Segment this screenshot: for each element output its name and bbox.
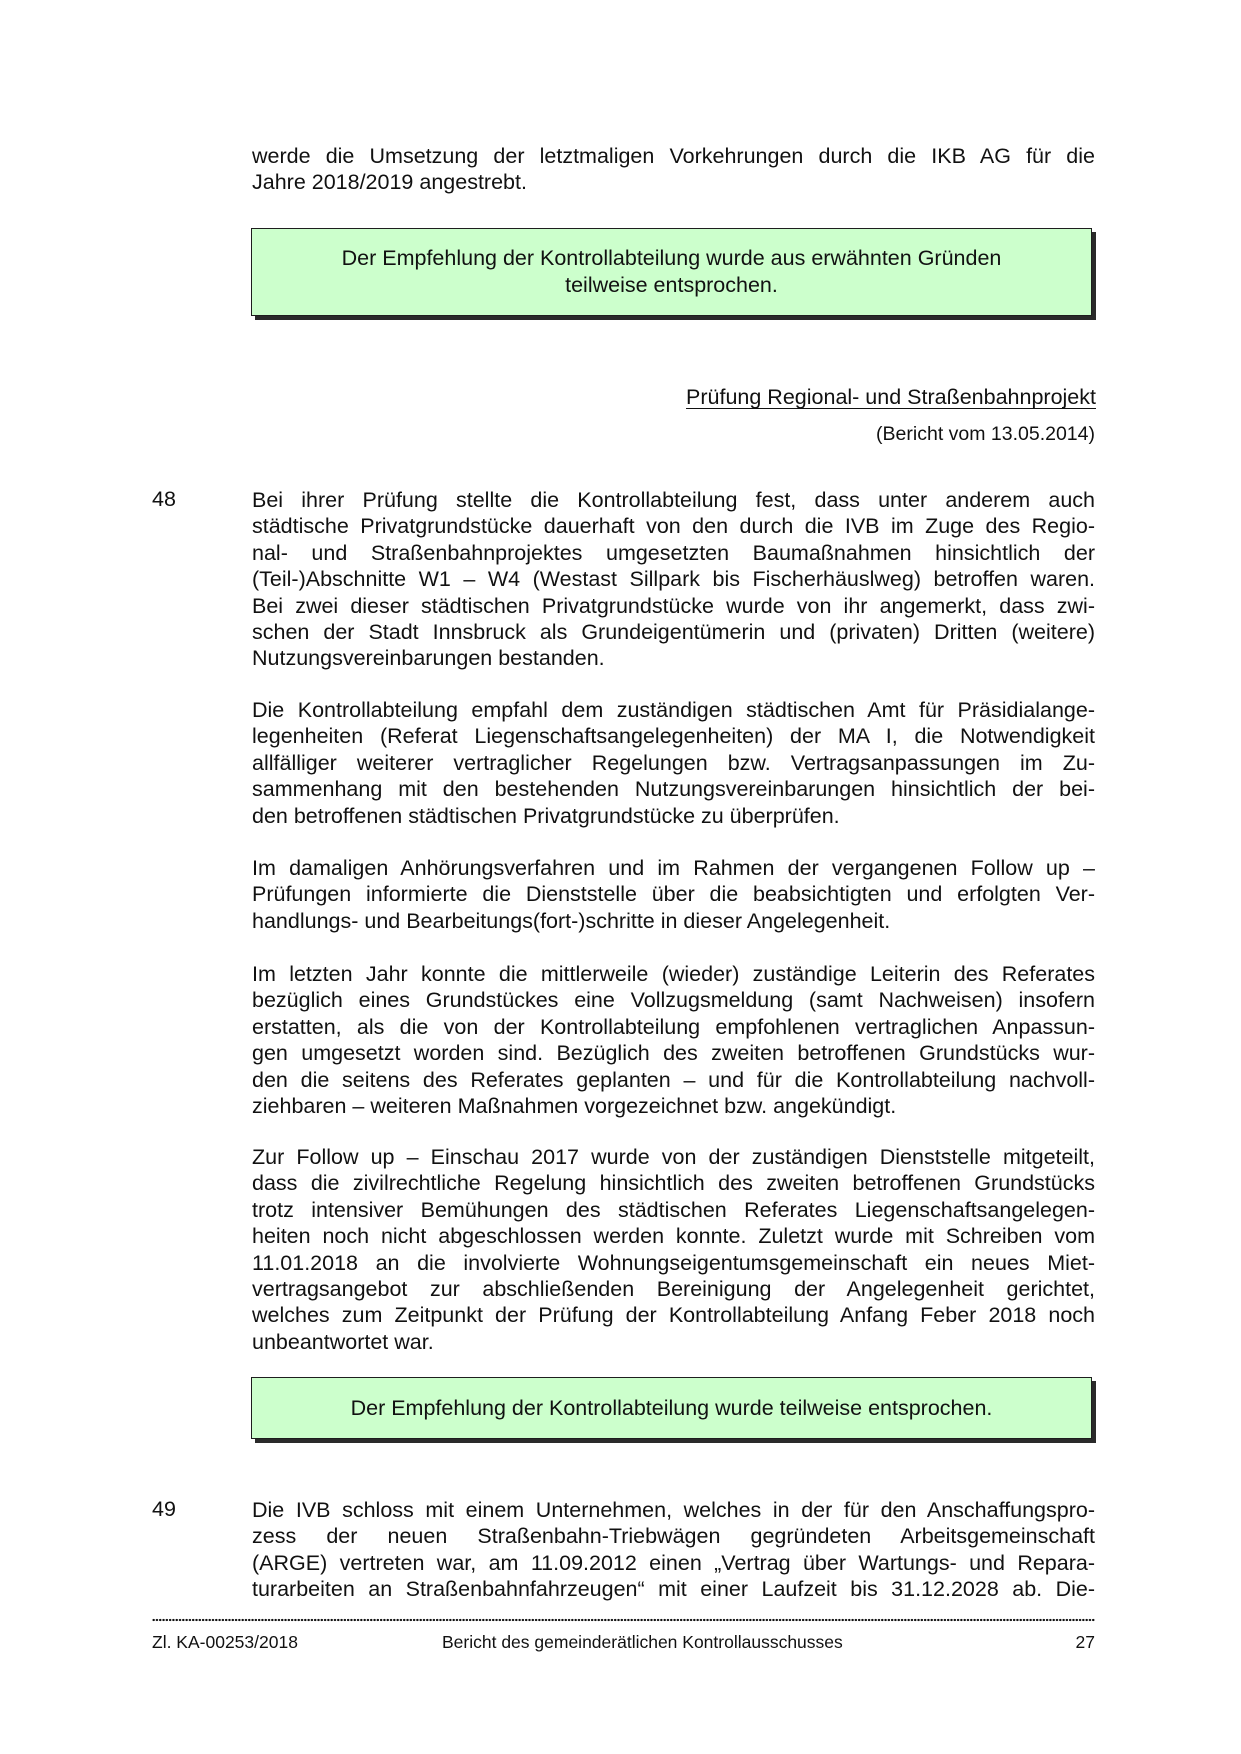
text-line: Prüfungen informierte die Dienststelle über die beabsichtigten und erfolgten Ver- (252, 882, 1095, 907)
text-line: Jahre 2018/2019 angestrebt. (252, 170, 527, 195)
section-title: Prüfung Regional- und Straßenbahnprojekt (686, 385, 1096, 409)
text-line: zess der neuen Straßenbahn-Triebwägen gegründeten Arbeitsgemeinschaft (252, 1524, 1095, 1549)
item48-paragraph-3 (252, 855, 1095, 934)
text-line: den betroffenen städtischen Privatgrundstücke zu überprüfen. (252, 803, 840, 828)
item48-paragraph-2 (252, 697, 1095, 829)
text-line: (Teil-)Abschnitte W1 – W4 (Westast Sillpark bis Fischerhäuslweg) betroffen waren. (252, 567, 1095, 592)
text-line: dass die zivilrechtliche Regelung hinsichtlich des zweiten betroffenen Grundstücks (252, 1171, 1095, 1196)
text-line: gen umgesetzt worden sind. Bezüglich des zweiten betroffenen Grundstücks wur- (252, 1041, 1095, 1066)
recommendation-box (251, 1377, 1092, 1439)
text-line: sammenhang mit den bestehenden Nutzungsvereinbarungen hinsichtlich der bei- (252, 777, 1095, 802)
text-line: nal- und Straßenbahnprojektes umgesetzten Baumaßnahmen hinsichtlich der (252, 540, 1095, 565)
text-line: vertragsangebot zur abschließenden Bereinigung der Angelegenheit gerichtet, (252, 1277, 1095, 1302)
text-line: Bei ihrer Prüfung stellte die Kontrollabteilung fest, dass unter anderem auch (252, 488, 1095, 512)
box-line: teilweise entsprochen. (565, 273, 778, 297)
text-line: erstatten, als die von der Kontrollabteilung empfohlenen vertraglichen Anpassun- (252, 1014, 1095, 1039)
text-line: handlungs- und Bearbeitungs(fort-)schritte in dieser Angelegenheit. (252, 908, 891, 933)
text-line: 11.01.2018 an die involvierte Wohnungseigentumsgemeinschaft ein neues Miet- (252, 1250, 1095, 1275)
recommendation-box (251, 228, 1092, 316)
text-line: schen der Stadt Innsbruck als Grundeigentümerin und (privaten) Dritten (weitere) (252, 620, 1095, 645)
paragraph-number: 48 (152, 487, 176, 511)
paragraph-number: 49 (152, 1497, 176, 1521)
page-number: 27 (1075, 1632, 1095, 1652)
intro-paragraph (252, 143, 1095, 196)
footer-reference: Zl. KA-00253/2018 (152, 1632, 298, 1652)
text-line: allfälliger weiterer vertraglicher Regelungen bzw. Vertragsanpassungen im Zu- (252, 750, 1095, 775)
text-line: Nutzungsvereinbarungen bestanden. (252, 646, 605, 671)
item49-paragraph-1 (252, 1497, 1095, 1603)
text-line: trotz intensiver Bemühungen des städtischen Referates Liegenschaftsangelegen- (252, 1197, 1095, 1222)
text-line: Die Kontrollabteilung empfahl dem zuständigen städtischen Amt für Präsidialange- (252, 698, 1095, 722)
footer-divider (152, 1618, 1095, 1622)
text-line: heiten noch nicht abgeschlossen werden konnte. Zuletzt wurde mit Schreiben vom (252, 1224, 1095, 1249)
text-line: Im letzten Jahr konnte die mittlerweile (wieder) zuständige Leiterin des Referates (252, 962, 1095, 986)
text-line: bezüglich eines Grundstückes eine Vollzugsmeldung (samt Nachweisen) insofern (252, 988, 1095, 1013)
item48-paragraph-4 (252, 961, 1095, 1119)
text-line: städtische Privatgrundstücke dauerhaft von den durch die IVB im Zuge des Regio- (252, 514, 1095, 539)
footer-title: Bericht des gemeinderätlichen Kontrollausschusses (442, 1632, 843, 1652)
text-line: Die IVB schloss mit einem Unternehmen, welches in der für den Anschaffungspro- (252, 1498, 1095, 1522)
item48-paragraph-1 (252, 487, 1095, 672)
text-line: (ARGE) vertreten war, am 11.09.2012 einen „Vertrag über Wartungs- und Repara- (252, 1550, 1095, 1575)
text-line: welches zum Zeitpunkt der Prüfung der Kontrollabteilung Anfang Feber 2018 noch (252, 1303, 1095, 1328)
text-line: turarbeiten an Straßenbahnfahrzeugen“ mit einer Laufzeit bis 31.12.2028 ab. Die- (252, 1577, 1095, 1602)
text-line: den die seitens des Referates geplanten – und für die Kontrollabteilung nachvoll- (252, 1067, 1095, 1092)
text-line: ziehbaren – weiteren Maßnahmen vorgezeichnet bzw. angekündigt. (252, 1094, 897, 1119)
text-line: Zur Follow up – Einschau 2017 wurde von der zuständigen Dienststelle mitgeteilt, (252, 1145, 1095, 1169)
box-line: Der Empfehlung der Kontrollabteilung wurde aus erwähnten Gründen (341, 246, 1002, 270)
box-line: Der Empfehlung der Kontrollabteilung wurde teilweise entsprochen. (350, 1395, 993, 1420)
text-line: werde die Umsetzung der letztmaligen Vorkehrungen durch die IKB AG für die (252, 144, 1095, 168)
text-line: legenheiten (Referat Liegenschaftsangelegenheiten) der MA I, die Notwendigkeit (252, 724, 1095, 749)
section-subtitle: (Bericht vom 13.05.2014) (876, 423, 1095, 445)
text-line: Im damaligen Anhörungsverfahren und im Rahmen der vergangenen Follow up – (252, 856, 1095, 880)
text-line: unbeantwortet war. (252, 1329, 434, 1354)
item48-paragraph-5 (252, 1144, 1095, 1355)
text-line: Bei zwei dieser städtischen Privatgrundstücke wurde von ihr angemerkt, dass zwi- (252, 593, 1095, 618)
